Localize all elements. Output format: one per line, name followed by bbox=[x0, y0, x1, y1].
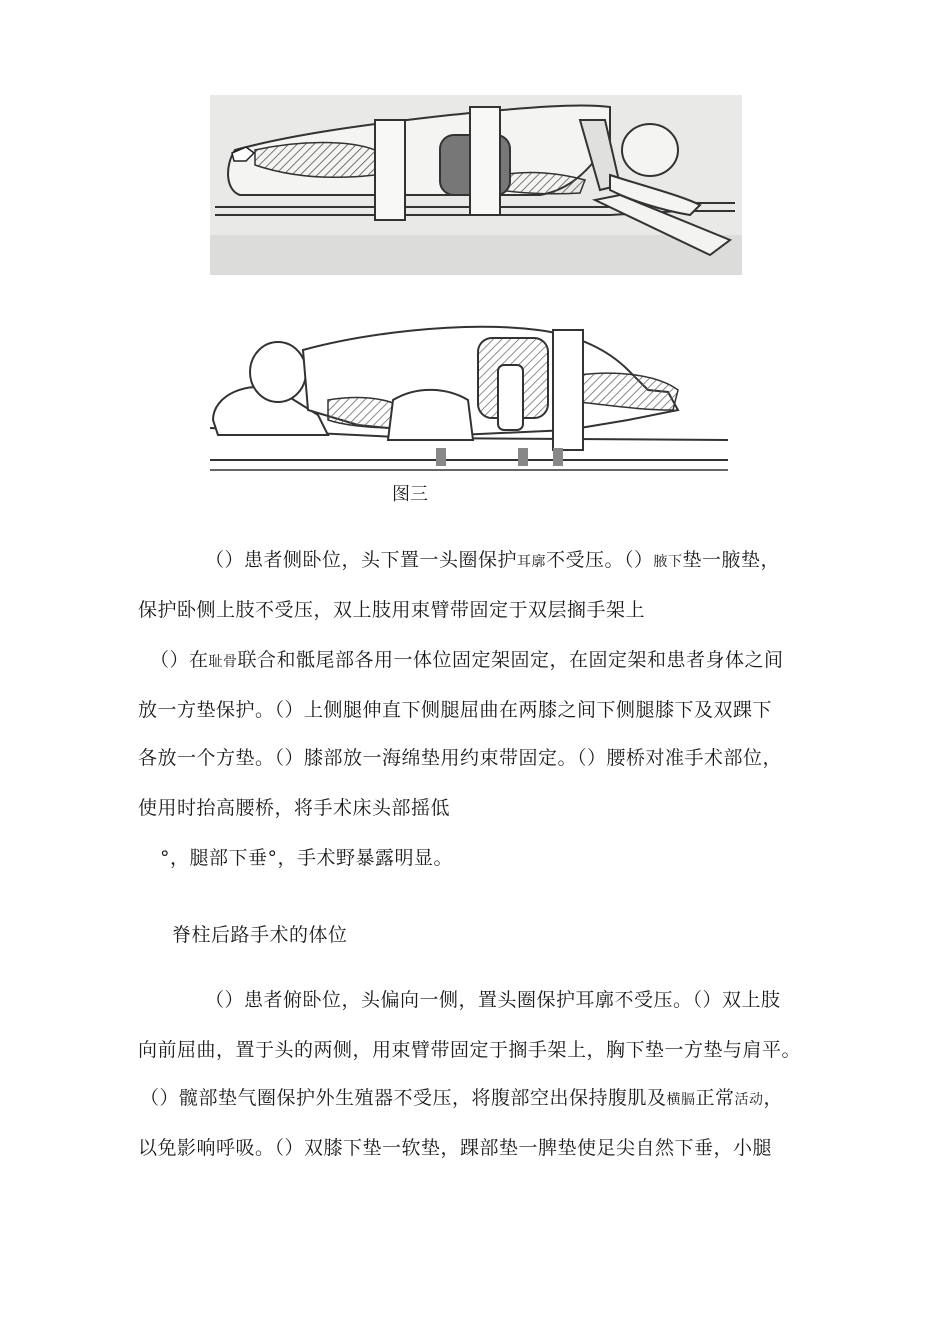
text-run: 使用时抬高腰桥，将手术床头部摇低 bbox=[138, 797, 451, 819]
lateral-position-drawing-top bbox=[210, 95, 742, 275]
lateral-position-illustration-top bbox=[210, 95, 742, 275]
text-run-small: 活动 bbox=[734, 1092, 764, 1108]
section1-line-1 bbox=[205, 545, 780, 572]
section2-line-3 bbox=[140, 1083, 783, 1110]
lateral-position-drawing-bottom bbox=[208, 310, 733, 475]
section2-heading: 脊柱后路手术的体位 bbox=[172, 924, 348, 946]
lateral-position-illustration-bottom bbox=[208, 310, 733, 475]
text-run: （）患者俯卧位，头偏向一侧，置头圈保护耳廓不受压。（）双上肢 bbox=[205, 989, 781, 1011]
figure-caption: 图三 bbox=[392, 484, 428, 505]
text-run: （）髋部垫气圈保护外生殖器不受压，将腹部空出保持腹肌及 bbox=[140, 1087, 667, 1109]
text-run: （）在 bbox=[150, 649, 209, 671]
text-run-small: 腋下 bbox=[653, 554, 683, 570]
text-run: 各放一个方垫。（）膝部放一海绵垫用约束带固定。（）腰桥对准手术部位， bbox=[138, 747, 783, 769]
text-run-small: 横膈 bbox=[666, 1092, 696, 1108]
text-run: 以免影响呼吸。（）双膝下垫一软垫，踝部垫一脾垫使足尖自然下垂，小腿 bbox=[138, 1137, 773, 1159]
text-run: ， bbox=[763, 1087, 784, 1109]
text-run: 向前屈曲，置于头的两侧，用束臂带固定于搁手架上，胸下垫一方垫与肩平。 bbox=[138, 1039, 802, 1061]
text-run: 联合和骶尾部各用一体位固定架固定，在固定架和患者身体之间 bbox=[237, 649, 784, 671]
section2-line-2 bbox=[138, 1035, 801, 1062]
section1-line-7 bbox=[160, 843, 453, 870]
section1-line-4 bbox=[138, 695, 772, 722]
text-run: 保护卧侧上肢不受压，双上肢用束臂带固定于双层搁手架上 bbox=[138, 599, 646, 621]
text-run: 垫一腋垫， bbox=[682, 549, 781, 571]
section1-line-2 bbox=[138, 595, 645, 622]
text-run: 正常 bbox=[695, 1087, 735, 1109]
text-run-small: 耳廓 bbox=[517, 554, 547, 570]
section1-line-3 bbox=[150, 645, 784, 672]
text-run: °，腿部下垂°，手术野暴露明显。 bbox=[160, 847, 454, 869]
text-run: 不受压。（） bbox=[546, 549, 654, 571]
text-run-small: 耻骨 bbox=[208, 654, 238, 670]
text-run: （）患者侧卧位，头下置一头圈保护 bbox=[205, 549, 518, 571]
section2-line-4 bbox=[138, 1133, 772, 1160]
section1-line-5 bbox=[138, 743, 782, 770]
section1-line-6 bbox=[138, 793, 450, 820]
text-run: 放一方垫保护。（）上侧腿伸直下侧腿屈曲在两膝之间下侧腿膝下及双踝下 bbox=[138, 699, 773, 721]
section2-line-1 bbox=[205, 985, 781, 1012]
